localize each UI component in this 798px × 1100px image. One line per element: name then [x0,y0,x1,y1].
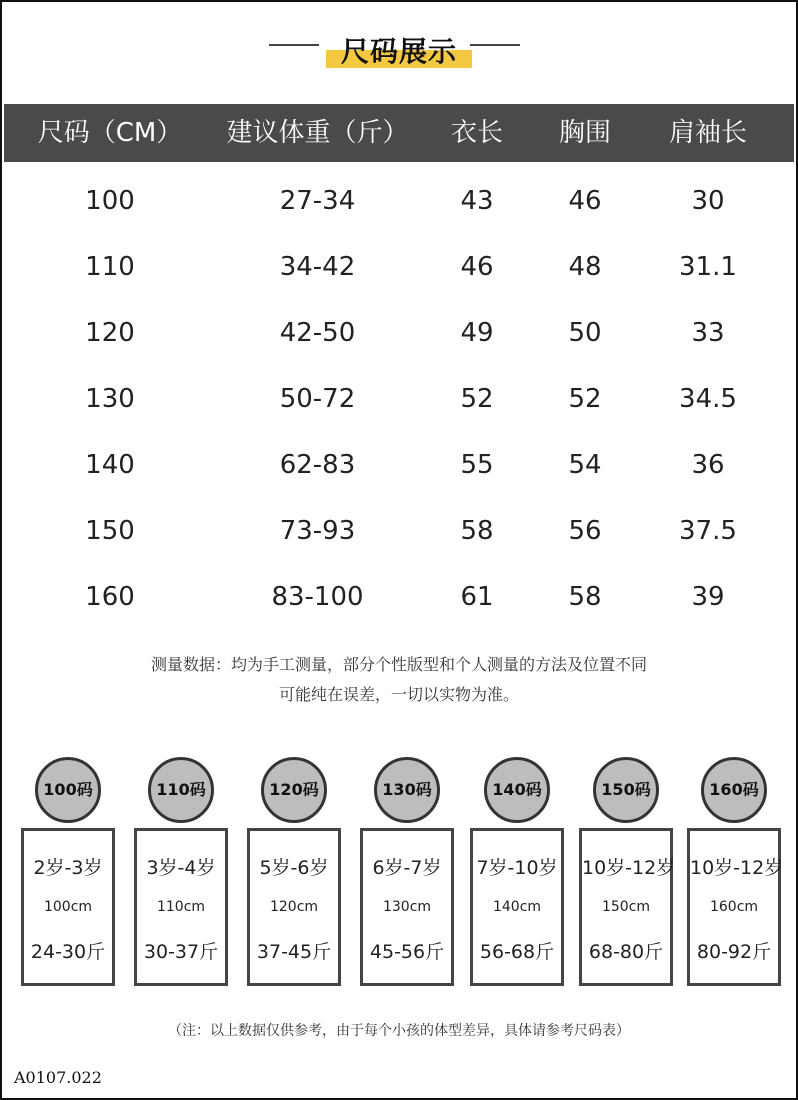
cell-sleeve: 39 [691,582,725,612]
card-height: 130cm [382,899,432,915]
cell-sleeve: 31.1 [679,252,737,282]
table-header [4,104,794,162]
footnote: （注：以上数据仅供参考，由于每个小孩的体型差异，具体请参考尺码表） [168,1023,630,1039]
table-row [0,168,798,234]
cell-size: 110 [85,252,135,282]
cell-length: 43 [460,186,494,216]
size-badge: 120码 [261,757,327,823]
cell-length: 58 [460,516,494,546]
header-chest: 胸围 [558,118,611,148]
card-age: 10岁-12岁 [690,857,784,879]
table-row [0,300,798,366]
cell-chest: 50 [568,318,602,348]
card-height: 140cm [492,899,542,915]
size-badge: 160码 [701,757,767,823]
size-card [687,828,784,986]
table-row [0,564,798,630]
card-weight: 45-56斤 [369,941,445,963]
size-badge: 130码 [374,757,440,823]
size-card [470,828,564,986]
header-weight: 建议体重（斤） [226,118,409,148]
cell-weight: 27-34 [279,186,356,216]
size-card [579,828,676,986]
card-height: 110cm [156,899,206,915]
cell-length: 46 [460,252,494,282]
cell-sleeve: 37.5 [679,516,737,546]
card-weight: 68-80斤 [588,941,664,963]
cell-sleeve: 33 [691,318,725,348]
title-line-left [269,44,319,46]
product-code: A0107.022 [14,1068,102,1087]
measurement-note-line1: 测量数据：均为手工测量，部分个性版型和个人测量的方法及位置不同 [150,655,647,674]
cell-sleeve: 34.5 [679,384,737,414]
cell-length: 49 [460,318,494,348]
cell-weight: 83-100 [271,582,364,612]
card-weight: 24-30斤 [30,941,106,963]
page-title: 尺码展示 [340,35,457,68]
cell-chest: 56 [568,516,602,546]
cell-size: 120 [85,318,135,348]
header-size: 尺码（CM） [37,118,183,148]
card-age: 10岁-12岁 [582,857,676,879]
cell-chest: 54 [568,450,602,480]
cell-sleeve: 30 [691,186,725,216]
cell-weight: 62-83 [279,450,356,480]
cell-size: 100 [85,186,135,216]
table-row [0,366,798,432]
title-section [0,30,798,74]
card-age: 6岁-7岁 [372,857,442,879]
card-weight: 30-37斤 [143,941,219,963]
size-card [247,828,341,986]
size-card [21,828,115,986]
card-height: 120cm [269,899,319,915]
cell-weight: 73-93 [279,516,356,546]
cell-size: 150 [85,516,135,546]
header-sleeve: 肩袖长 [668,118,747,148]
card-age: 3岁-4岁 [146,857,216,879]
cell-chest: 46 [568,186,602,216]
title-line-right [470,44,520,46]
card-age: 5岁-6岁 [259,857,329,879]
cell-weight: 42-50 [279,318,356,348]
size-badge: 110码 [148,757,214,823]
card-height: 160cm [709,899,759,915]
size-card [360,828,454,986]
table-row [0,498,798,564]
cell-weight: 34-42 [279,252,356,282]
cell-weight: 50-72 [279,384,356,414]
cell-size: 160 [85,582,135,612]
card-weight: 80-92斤 [696,941,772,963]
header-length: 衣长 [450,118,503,148]
size-badge: 140码 [484,757,550,823]
cell-size: 140 [85,450,135,480]
cell-size: 130 [85,384,135,414]
card-weight: 56-68斤 [479,941,555,963]
size-badge: 150码 [593,757,659,823]
card-age: 7岁-10岁 [476,857,558,879]
cell-chest: 58 [568,582,602,612]
card-height: 100cm [43,899,93,915]
table-row [0,432,798,498]
table-row [0,234,798,300]
measurement-note-line2: 可能纯在误差，一切以实物为准。 [278,685,519,704]
cell-length: 52 [460,384,494,414]
card-weight: 37-45斤 [256,941,332,963]
cell-sleeve: 36 [691,450,725,480]
cell-chest: 48 [568,252,602,282]
card-height: 150cm [601,899,651,915]
cell-chest: 52 [568,384,602,414]
cell-length: 55 [460,450,494,480]
cell-length: 61 [460,582,494,612]
size-card [134,828,228,986]
size-badge: 100码 [35,757,101,823]
card-age: 2岁-3岁 [33,857,103,879]
